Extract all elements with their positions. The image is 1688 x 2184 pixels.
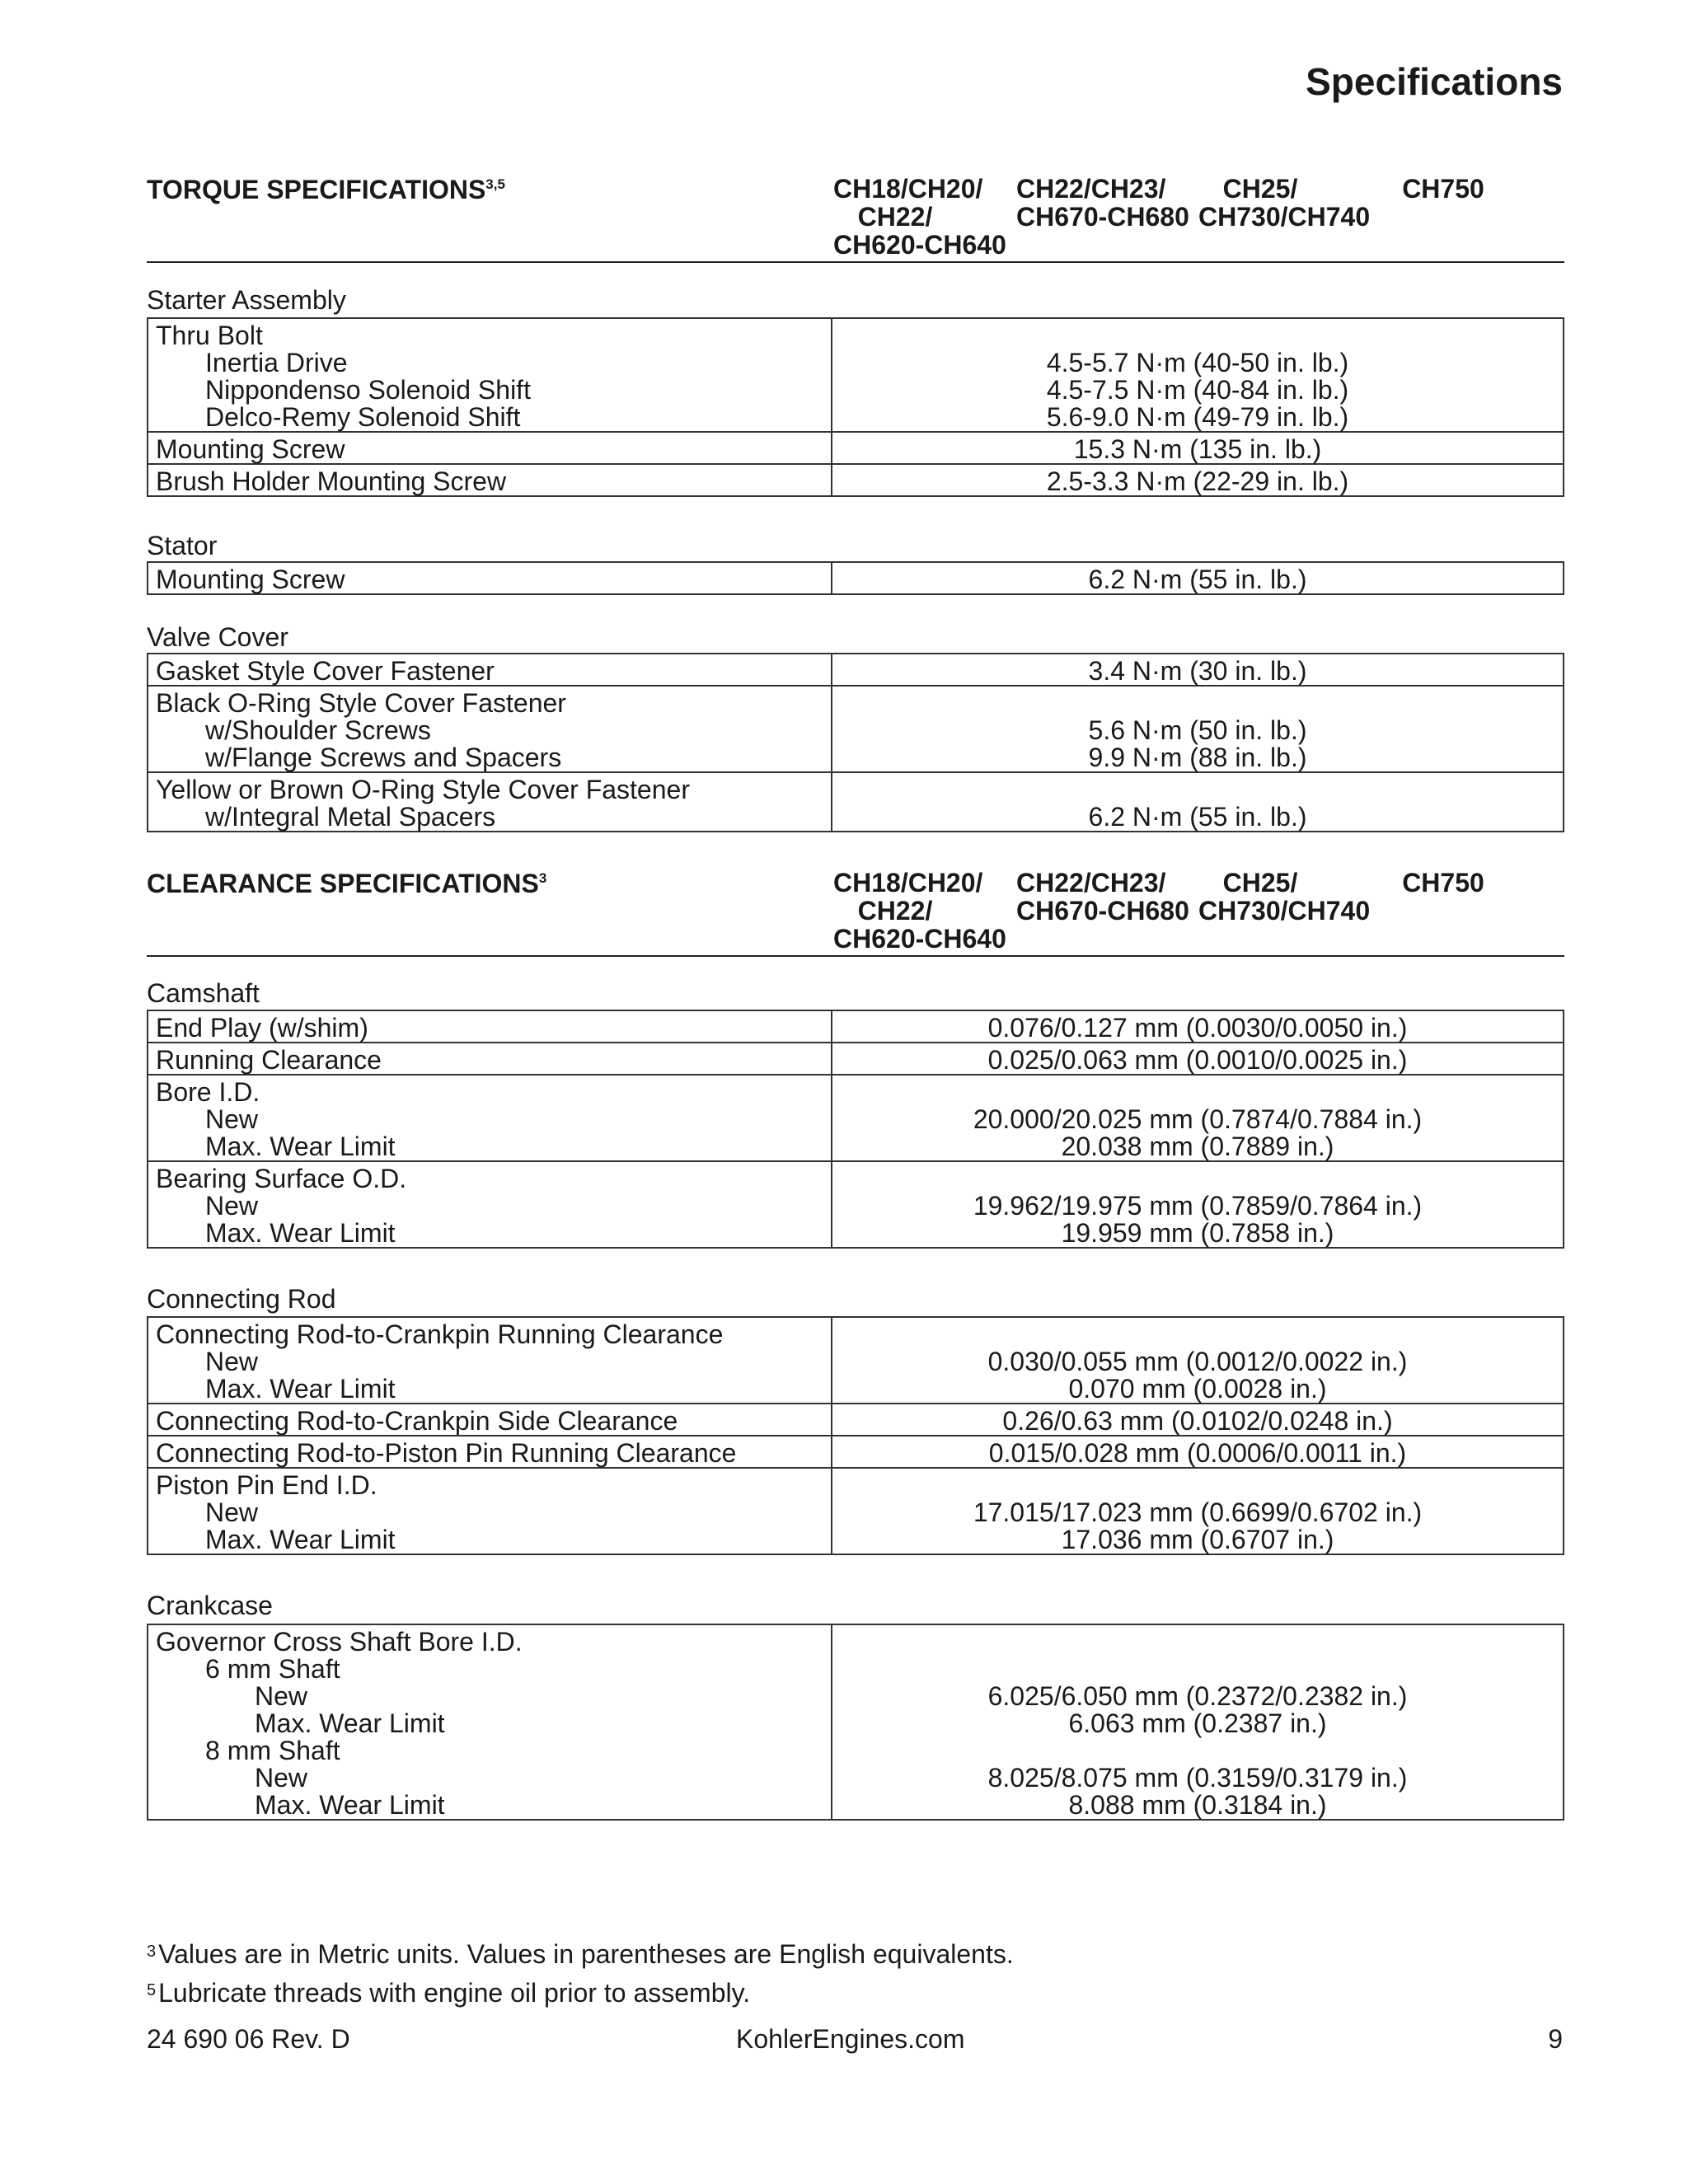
spec-value-line: 0.26/0.63 mm (0.0102/0.0248 in.): [1002, 1406, 1393, 1436]
group-label-starter-assembly: Starter Assembly: [147, 285, 346, 315]
spec-item: [148, 1317, 832, 1404]
spec-value-line: 3.4 N·m (30 in. lb.): [1088, 656, 1307, 686]
table-row: [148, 464, 1564, 496]
spec-value-line: 2.5-3.3 N·m (22-29 in. lb.): [1046, 466, 1349, 496]
spec-value: [832, 1317, 1564, 1404]
spec-item-label: Governor Cross Shaft Bore I.D.: [156, 1627, 523, 1657]
torque-col-ch22: CH22/CH23/ CH670-CH680: [1016, 174, 1189, 232]
page-title: Specifications: [1306, 60, 1563, 103]
spec-sub-item-label: Max. Wear Limit: [205, 1525, 396, 1554]
spec-value-line: 15.3 N·m (135 in. lb.): [1073, 434, 1322, 464]
group-label-camshaft: Camshaft: [147, 978, 260, 1008]
footnote-5: $^5$Lubricate threads with engine oil prior to assembly.: [147, 1978, 751, 2008]
spec-value: [832, 464, 1564, 496]
spec-value-line: [840, 1737, 1555, 1765]
spec-value: [832, 772, 1564, 832]
table-row: [148, 1436, 1564, 1468]
clearance-header-rule: [147, 955, 1564, 957]
torque-header-rule: [147, 261, 1564, 263]
spec-item: [148, 318, 832, 432]
table-row: [148, 1043, 1564, 1075]
clearance-col-ch25: CH25/ CH730/CH740: [1198, 868, 1371, 926]
spec-item: [148, 1043, 832, 1075]
spec-item: [148, 1010, 832, 1043]
spec-value-line: 6.063 mm (0.2387 in.): [1068, 1708, 1327, 1738]
table-row: [148, 1010, 1564, 1043]
spec-value-line: 5.6-9.0 N·m (49-79 in. lb.): [1046, 402, 1349, 432]
spec-value-line: 19.962/19.975 mm (0.7859/0.7864 in.): [973, 1191, 1423, 1221]
table-starter-assembly: [147, 317, 1564, 497]
spec-value-line: 6.2 N·m (55 in. lb.): [1088, 802, 1307, 832]
footer-website[interactable]: KohlerEngines.com: [736, 2024, 965, 2054]
spec-sub-item-label: Max. Wear Limit: [205, 1218, 396, 1248]
spec-value-line: 0.025/0.063 mm (0.0010/0.0025 in.): [987, 1045, 1408, 1075]
group-label-valve-cover: Valve Cover: [147, 622, 288, 652]
spec-item: [148, 1404, 832, 1436]
spec-item-label: Brush Holder Mounting Screw: [156, 466, 507, 496]
table-row: [148, 1468, 1564, 1554]
spec-item: [148, 1624, 832, 1820]
spec-value: [832, 432, 1564, 464]
table-row: [148, 1404, 1564, 1436]
clearance-section-title: CLEARANCE SPECIFICATIONS$^3$: [147, 869, 547, 898]
spec-item-label: Connecting Rod-to-Crankpin Side Clearance: [156, 1406, 678, 1436]
spec-value-line: 4.5-7.5 N·m (40-84 in. lb.): [1046, 375, 1349, 405]
spec-item: [148, 464, 832, 496]
spec-value: [832, 1043, 1564, 1075]
spec-sub-item-label: Nippondenso Solenoid Shift: [205, 375, 531, 405]
clearance-col-ch22: CH22/CH23/ CH670-CH680: [1016, 868, 1189, 926]
spec-value: [832, 654, 1564, 686]
clearance-col-ch750: CH750: [1402, 868, 1484, 898]
group-label-connecting-rod: Connecting Rod: [147, 1284, 336, 1314]
table-stator: [147, 561, 1564, 595]
spec-item-label: Gasket Style Cover Fastener: [156, 656, 495, 686]
spec-sub-item-label: Max. Wear Limit: [205, 1374, 396, 1404]
spec-item: [148, 654, 832, 686]
spec-sub-item-label: 6 mm Shaft: [205, 1654, 340, 1684]
spec-item-label: Running Clearance: [156, 1045, 382, 1075]
spec-value: [832, 1624, 1564, 1820]
spec-value: [832, 1436, 1564, 1468]
spec-value: [832, 562, 1564, 594]
spec-item-label: Connecting Rod-to-Crankpin Running Clearance: [156, 1319, 724, 1349]
table-connecting-rod: [147, 1316, 1564, 1555]
table-row: [148, 1317, 1564, 1404]
spec-item-label: Mounting Screw: [156, 434, 345, 464]
spec-item: [148, 432, 832, 464]
spec-sub-item-label: 8 mm Shaft: [205, 1736, 340, 1765]
spec-value-line: 8.025/8.075 mm (0.3159/0.3179 in.): [987, 1763, 1408, 1793]
spec-item: [148, 562, 832, 594]
spec-value: [832, 1468, 1564, 1554]
spec-value-line: 8.088 mm (0.3184 in.): [1068, 1790, 1327, 1820]
spec-value-line: 0.076/0.127 mm (0.0030/0.0050 in.): [987, 1013, 1408, 1043]
spec-item: [148, 1161, 832, 1248]
table-row: [148, 654, 1564, 686]
spec-item: [148, 772, 832, 832]
spec-value: [832, 318, 1564, 432]
spec-item-label: End Play (w/shim): [156, 1013, 368, 1043]
spec-value-line: 19.959 mm (0.7858 in.): [1061, 1218, 1334, 1248]
torque-col-ch750: CH750: [1402, 174, 1484, 204]
spec-sub-item-label: w/Flange Screws and Spacers: [205, 743, 562, 772]
table-row: [148, 772, 1564, 832]
spec-sub-item-label: Delco-Remy Solenoid Shift: [205, 402, 521, 432]
torque-col-ch18: CH18/CH20/ CH22/ CH620-CH640: [833, 174, 1006, 260]
clearance-col-ch18: CH18/CH20/ CH22/ CH620-CH640: [833, 868, 1006, 954]
spec-value: [832, 1010, 1564, 1043]
spec-sub-item-label: Max. Wear Limit: [205, 1132, 396, 1161]
spec-value-line: 0.015/0.028 mm (0.0006/0.0011 in.): [988, 1438, 1407, 1468]
spec-item: [148, 1075, 832, 1161]
spec-value-line: 0.070 mm (0.0028 in.): [1068, 1374, 1327, 1404]
table-row: [148, 318, 1564, 432]
table-row: [148, 1075, 1564, 1161]
spec-value-line: 17.036 mm (0.6707 in.): [1061, 1525, 1334, 1554]
table-row: [148, 686, 1564, 772]
spec-sub-item-label: New: [205, 1104, 259, 1134]
table-row: [148, 1161, 1564, 1248]
spec-sub-item-label: Inertia Drive: [205, 348, 348, 377]
spec-sub-item-label: New: [205, 1191, 259, 1221]
spec-item-label: Black O-Ring Style Cover Fastener: [156, 688, 566, 718]
spec-value: [832, 1075, 1564, 1161]
spec-item-label: Bearing Surface O.D.: [156, 1164, 407, 1193]
table-row: [148, 562, 1564, 594]
spec-item-label: Bore I.D.: [156, 1077, 260, 1107]
spec-value-line: 9.9 N·m (88 in. lb.): [1088, 743, 1307, 772]
table-row: [148, 1624, 1564, 1820]
table-row: [148, 432, 1564, 464]
footnote-3: $^3$Values are in Metric units. Values in parentheses are English equivalents.: [147, 1939, 1014, 1969]
spec-value-line: 6.025/6.050 mm (0.2372/0.2382 in.): [987, 1681, 1408, 1711]
spec-item-label: Piston Pin End I.D.: [156, 1470, 377, 1500]
torque-col-ch25: CH25/ CH730/CH740: [1198, 174, 1371, 232]
spec-item: [148, 1468, 832, 1554]
spec-value-line: 6.2 N·m (55 in. lb.): [1088, 565, 1307, 594]
spec-item-label: Mounting Screw: [156, 565, 345, 594]
spec-sub-item-label: New: [255, 1763, 308, 1793]
spec-sub-item-label: w/Integral Metal Spacers: [205, 802, 496, 832]
spec-item: [148, 686, 832, 772]
spec-item-label: Thru Bolt: [156, 321, 263, 350]
spec-sub-item-label: New: [205, 1347, 259, 1376]
table-camshaft: [147, 1010, 1564, 1249]
spec-sub-item-label: w/Shoulder Screws: [205, 715, 431, 745]
spec-value: [832, 686, 1564, 772]
spec-value: [832, 1161, 1564, 1248]
spec-value-line: 20.000/20.025 mm (0.7874/0.7884 in.): [973, 1104, 1423, 1134]
spec-item-label: Yellow or Brown O-Ring Style Cover Fastener: [156, 775, 690, 804]
spec-value-line: 0.030/0.055 mm (0.0012/0.0022 in.): [987, 1347, 1408, 1376]
spec-value: [832, 1404, 1564, 1436]
group-label-crankcase: Crankcase: [147, 1591, 273, 1620]
spec-sub-item-label: New: [205, 1497, 259, 1527]
torque-section-title: TORQUE SPECIFICATIONS$^{3,5}$: [147, 175, 505, 204]
footer-page-number: 9: [1548, 2024, 1563, 2054]
spec-item: [148, 1436, 832, 1468]
table-valve-cover: [147, 653, 1564, 832]
table-crankcase: [147, 1624, 1564, 1821]
spec-value-line: 17.015/17.023 mm (0.6699/0.6702 in.): [973, 1497, 1423, 1527]
spec-value-line: 20.038 mm (0.7889 in.): [1061, 1132, 1334, 1161]
spec-item-label: Connecting Rod-to-Piston Pin Running Clearance: [156, 1438, 737, 1468]
spec-value-line: 4.5-5.7 N·m (40-50 in. lb.): [1046, 348, 1349, 377]
spec-sub-item-label: New: [255, 1681, 308, 1711]
group-label-stator: Stator: [147, 531, 218, 560]
spec-sub-item-label: Max. Wear Limit: [255, 1708, 445, 1738]
spec-value-line: 5.6 N·m (50 in. lb.): [1088, 715, 1307, 745]
footer-doc-number: 24 690 06 Rev. D: [147, 2024, 350, 2054]
spec-sub-item-label: Max. Wear Limit: [255, 1790, 445, 1820]
